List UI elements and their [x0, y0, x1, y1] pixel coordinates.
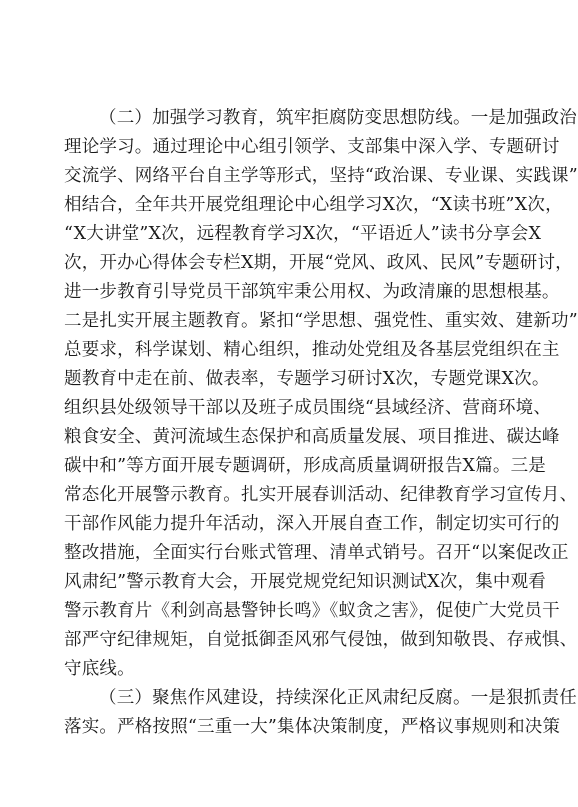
text-line: “X大讲堂”X次，远程教育学习X次，“平语近人”读书分享会X — [64, 224, 542, 244]
text-line: 总要求，科学谋划、精心组织，推动处党组及各基层党组织在主 — [64, 340, 560, 360]
text-line: 警示教育片《利剑高悬警钟长鸣》《蚁贪之害》，促使广大党员干 — [64, 601, 560, 621]
text-line: 进一步教育引导党员干部筑牢秉公用权、为政清廉的思想根基。 — [64, 282, 560, 302]
text-line: 守底线。 — [64, 659, 135, 679]
document-body — [64, 104, 578, 742]
text-line: 干部作风能力提升年活动，深入开展自查工作，制定切实可行的 — [64, 514, 560, 534]
text-line: 题教育中走在前、做表率，专题学习研讨X次，专题党课X次。 — [64, 369, 550, 389]
text-line: 组织县处级领导干部以及班子成员围绕“县域经济、营商环境、 — [64, 398, 552, 418]
text-line: 落实。严格按照“三重一大”集体决策制度，严格议事规则和决策 — [64, 717, 561, 737]
text-line: 部严守纪律规矩，自觉抵御歪风邪气侵蚀，做到知敬畏、存戒惧、 — [64, 630, 578, 650]
text-line: 交流学、网络平台自主学等形式，坚持“政治课、专业课、实践课” — [64, 166, 578, 186]
text-line: 常态化开展警示教育。扎实开展春训活动、纪律教育学习宣传月、 — [64, 485, 578, 505]
text-line: 理论学习。通过理论中心组引领学、支部集中深入学、专题研讨 — [64, 137, 560, 157]
text-line: （二）加强学习教育，筑牢拒腐防变思想防线。一是加强政治 — [99, 108, 577, 128]
text-line: 二是扎实开展主题教育。紧扣“学思想、强党性、重实效、建新功” — [64, 311, 578, 331]
text-line: 相结合，全年共开展党组理论中心组学习X次，“X读书班”X次， — [64, 195, 563, 215]
text-line: （三）聚焦作风建设，持续深化正风肃纪反腐。一是狠抓责任 — [99, 688, 577, 708]
text-line: 风肃纪”警示教育大会，开展党规党纪知识测试X次，集中观看 — [64, 572, 547, 592]
text-line: 整改措施，全面实行台账式管理、清单式销号。召开“以案促改正 — [64, 543, 569, 563]
text-line: 碳中和”等方面开展专题调研，形成高质量调研报告X篇。三是 — [64, 456, 547, 476]
text-line: 粮食安全、黄河流域生态保护和高质量发展、项目推进、碳达峰 — [64, 427, 560, 447]
text-line: 次，开办心得体会专栏X期，开展“党风、政风、民风”专题研讨， — [64, 253, 573, 273]
